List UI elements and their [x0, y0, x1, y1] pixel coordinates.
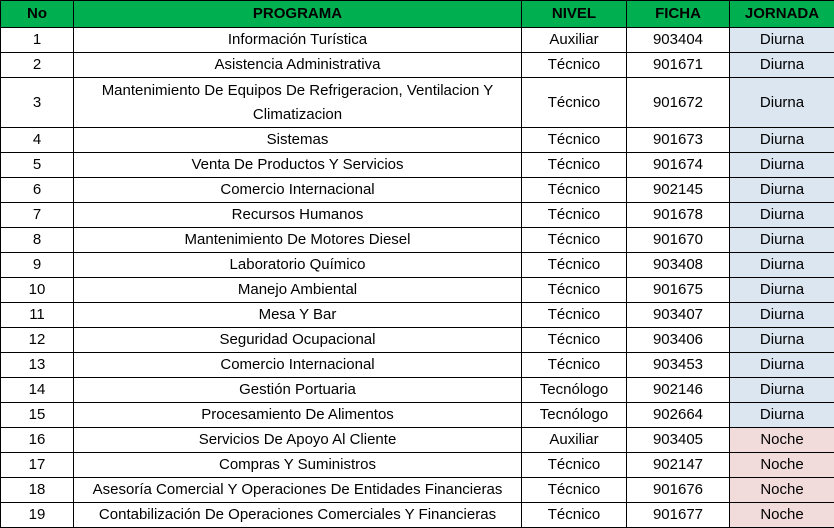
- cell-jornada: Diurna: [730, 353, 834, 378]
- cell-programa: Asesoría Comercial Y Operaciones De Entidades Financieras: [74, 478, 522, 503]
- cell-jornada: Diurna: [730, 303, 834, 328]
- cell-jornada: Noche: [730, 428, 834, 453]
- cell-no: 4: [1, 128, 74, 153]
- table-row: [1, 78, 834, 128]
- cell-nivel: Técnico: [522, 128, 627, 153]
- cell-jornada: Noche: [730, 503, 834, 528]
- table-row: [1, 303, 834, 328]
- cell-nivel: Técnico: [522, 453, 627, 478]
- cell-nivel: Técnico: [522, 278, 627, 303]
- cell-nivel: Técnico: [522, 203, 627, 228]
- cell-nivel: Técnico: [522, 228, 627, 253]
- table-header: [1, 1, 834, 28]
- table-row: [1, 228, 834, 253]
- cell-programa: Comercio Internacional: [74, 353, 522, 378]
- cell-no: 11: [1, 303, 74, 328]
- cell-programa: Procesamiento De Alimentos: [74, 403, 522, 428]
- cell-nivel: Tecnólogo: [522, 378, 627, 403]
- cell-nivel: Técnico: [522, 503, 627, 528]
- cell-no: 2: [1, 53, 74, 78]
- cell-programa: Comercio Internacional: [74, 178, 522, 203]
- header-no: No: [1, 1, 74, 28]
- table-row: [1, 28, 834, 53]
- table-row: [1, 478, 834, 503]
- cell-no: 9: [1, 253, 74, 278]
- cell-no: 8: [1, 228, 74, 253]
- cell-programa: Recursos Humanos: [74, 203, 522, 228]
- cell-programa: Mantenimiento De Equipos De Refrigeracion, Ventilacion Y Climatizacion: [74, 78, 522, 128]
- cell-programa: Compras Y Suministros: [74, 453, 522, 478]
- table-row: [1, 403, 834, 428]
- cell-jornada: Diurna: [730, 328, 834, 353]
- cell-nivel: Auxiliar: [522, 28, 627, 53]
- cell-jornada: Diurna: [730, 78, 834, 128]
- cell-ficha: 903405: [627, 428, 730, 453]
- cell-nivel: Técnico: [522, 78, 627, 128]
- cell-no: 13: [1, 353, 74, 378]
- cell-jornada: Noche: [730, 453, 834, 478]
- cell-nivel: Técnico: [522, 478, 627, 503]
- cell-nivel: Técnico: [522, 253, 627, 278]
- cell-nivel: Técnico: [522, 353, 627, 378]
- cell-nivel: Tecnólogo: [522, 403, 627, 428]
- cell-programa: Asistencia Administrativa: [74, 53, 522, 78]
- cell-jornada: Diurna: [730, 253, 834, 278]
- cell-programa: Servicios De Apoyo Al Cliente: [74, 428, 522, 453]
- cell-ficha: 903408: [627, 253, 730, 278]
- cell-programa: Información Turística: [74, 28, 522, 53]
- cell-no: 18: [1, 478, 74, 503]
- cell-no: 1: [1, 28, 74, 53]
- table-row: [1, 328, 834, 353]
- cell-jornada: Noche: [730, 478, 834, 503]
- cell-nivel: Técnico: [522, 53, 627, 78]
- cell-jornada: Diurna: [730, 278, 834, 303]
- cell-programa: Contabilización De Operaciones Comerciales Y Financieras: [74, 503, 522, 528]
- header-ficha: FICHA: [627, 1, 730, 28]
- cell-jornada: Diurna: [730, 178, 834, 203]
- cell-jornada: Diurna: [730, 203, 834, 228]
- cell-ficha: 901676: [627, 478, 730, 503]
- cell-nivel: Técnico: [522, 178, 627, 203]
- table-row: [1, 278, 834, 303]
- table-body: [1, 28, 834, 528]
- cell-ficha: 901672: [627, 78, 730, 128]
- cell-jornada: Diurna: [730, 403, 834, 428]
- table-row: [1, 128, 834, 153]
- cell-nivel: Auxiliar: [522, 428, 627, 453]
- table-row: [1, 53, 834, 78]
- cell-programa: Laboratorio Químico: [74, 253, 522, 278]
- cell-ficha: 901670: [627, 228, 730, 253]
- cell-jornada: Diurna: [730, 128, 834, 153]
- cell-no: 10: [1, 278, 74, 303]
- cell-no: 5: [1, 153, 74, 178]
- cell-ficha: 903406: [627, 328, 730, 353]
- cell-jornada: Diurna: [730, 228, 834, 253]
- cell-no: 7: [1, 203, 74, 228]
- header-programa: PROGRAMA: [74, 1, 522, 28]
- header-jornada: JORNADA: [730, 1, 834, 28]
- cell-no: 15: [1, 403, 74, 428]
- table-row: [1, 378, 834, 403]
- table-row: [1, 353, 834, 378]
- cell-no: 12: [1, 328, 74, 353]
- cell-no: 6: [1, 178, 74, 203]
- cell-jornada: Diurna: [730, 153, 834, 178]
- cell-programa: Mesa Y Bar: [74, 303, 522, 328]
- table-row: [1, 503, 834, 528]
- cell-ficha: 902147: [627, 453, 730, 478]
- cell-ficha: 901675: [627, 278, 730, 303]
- cell-ficha: 903404: [627, 28, 730, 53]
- cell-programa: Venta De Productos Y Servicios: [74, 153, 522, 178]
- cell-programa: Seguridad Ocupacional: [74, 328, 522, 353]
- cell-nivel: Técnico: [522, 328, 627, 353]
- table-row: [1, 178, 834, 203]
- cell-jornada: Diurna: [730, 28, 834, 53]
- cell-nivel: Técnico: [522, 153, 627, 178]
- cell-ficha: 901671: [627, 53, 730, 78]
- cell-no: 16: [1, 428, 74, 453]
- cell-programa: Mantenimiento De Motores Diesel: [74, 228, 522, 253]
- table-row: [1, 203, 834, 228]
- cell-programa: Manejo Ambiental: [74, 278, 522, 303]
- cell-no: 17: [1, 453, 74, 478]
- cell-ficha: 901678: [627, 203, 730, 228]
- cell-nivel: Técnico: [522, 303, 627, 328]
- cell-ficha: 902664: [627, 403, 730, 428]
- cell-programa: Gestión Portuaria: [74, 378, 522, 403]
- cell-ficha: 902146: [627, 378, 730, 403]
- cell-ficha: 901674: [627, 153, 730, 178]
- cell-no: 3: [1, 78, 74, 128]
- table-row: [1, 253, 834, 278]
- table-row: [1, 428, 834, 453]
- cell-ficha: 903453: [627, 353, 730, 378]
- cell-jornada: Diurna: [730, 378, 834, 403]
- header-row: [1, 1, 834, 28]
- cell-ficha: 903407: [627, 303, 730, 328]
- cell-programa: Sistemas: [74, 128, 522, 153]
- cell-ficha: 901673: [627, 128, 730, 153]
- cell-no: 14: [1, 378, 74, 403]
- cell-jornada: Diurna: [730, 53, 834, 78]
- table-row: [1, 453, 834, 478]
- cell-ficha: 902145: [627, 178, 730, 203]
- header-nivel: NIVEL: [522, 1, 627, 28]
- cell-no: 19: [1, 503, 74, 528]
- table-row: [1, 153, 834, 178]
- cell-ficha: 901677: [627, 503, 730, 528]
